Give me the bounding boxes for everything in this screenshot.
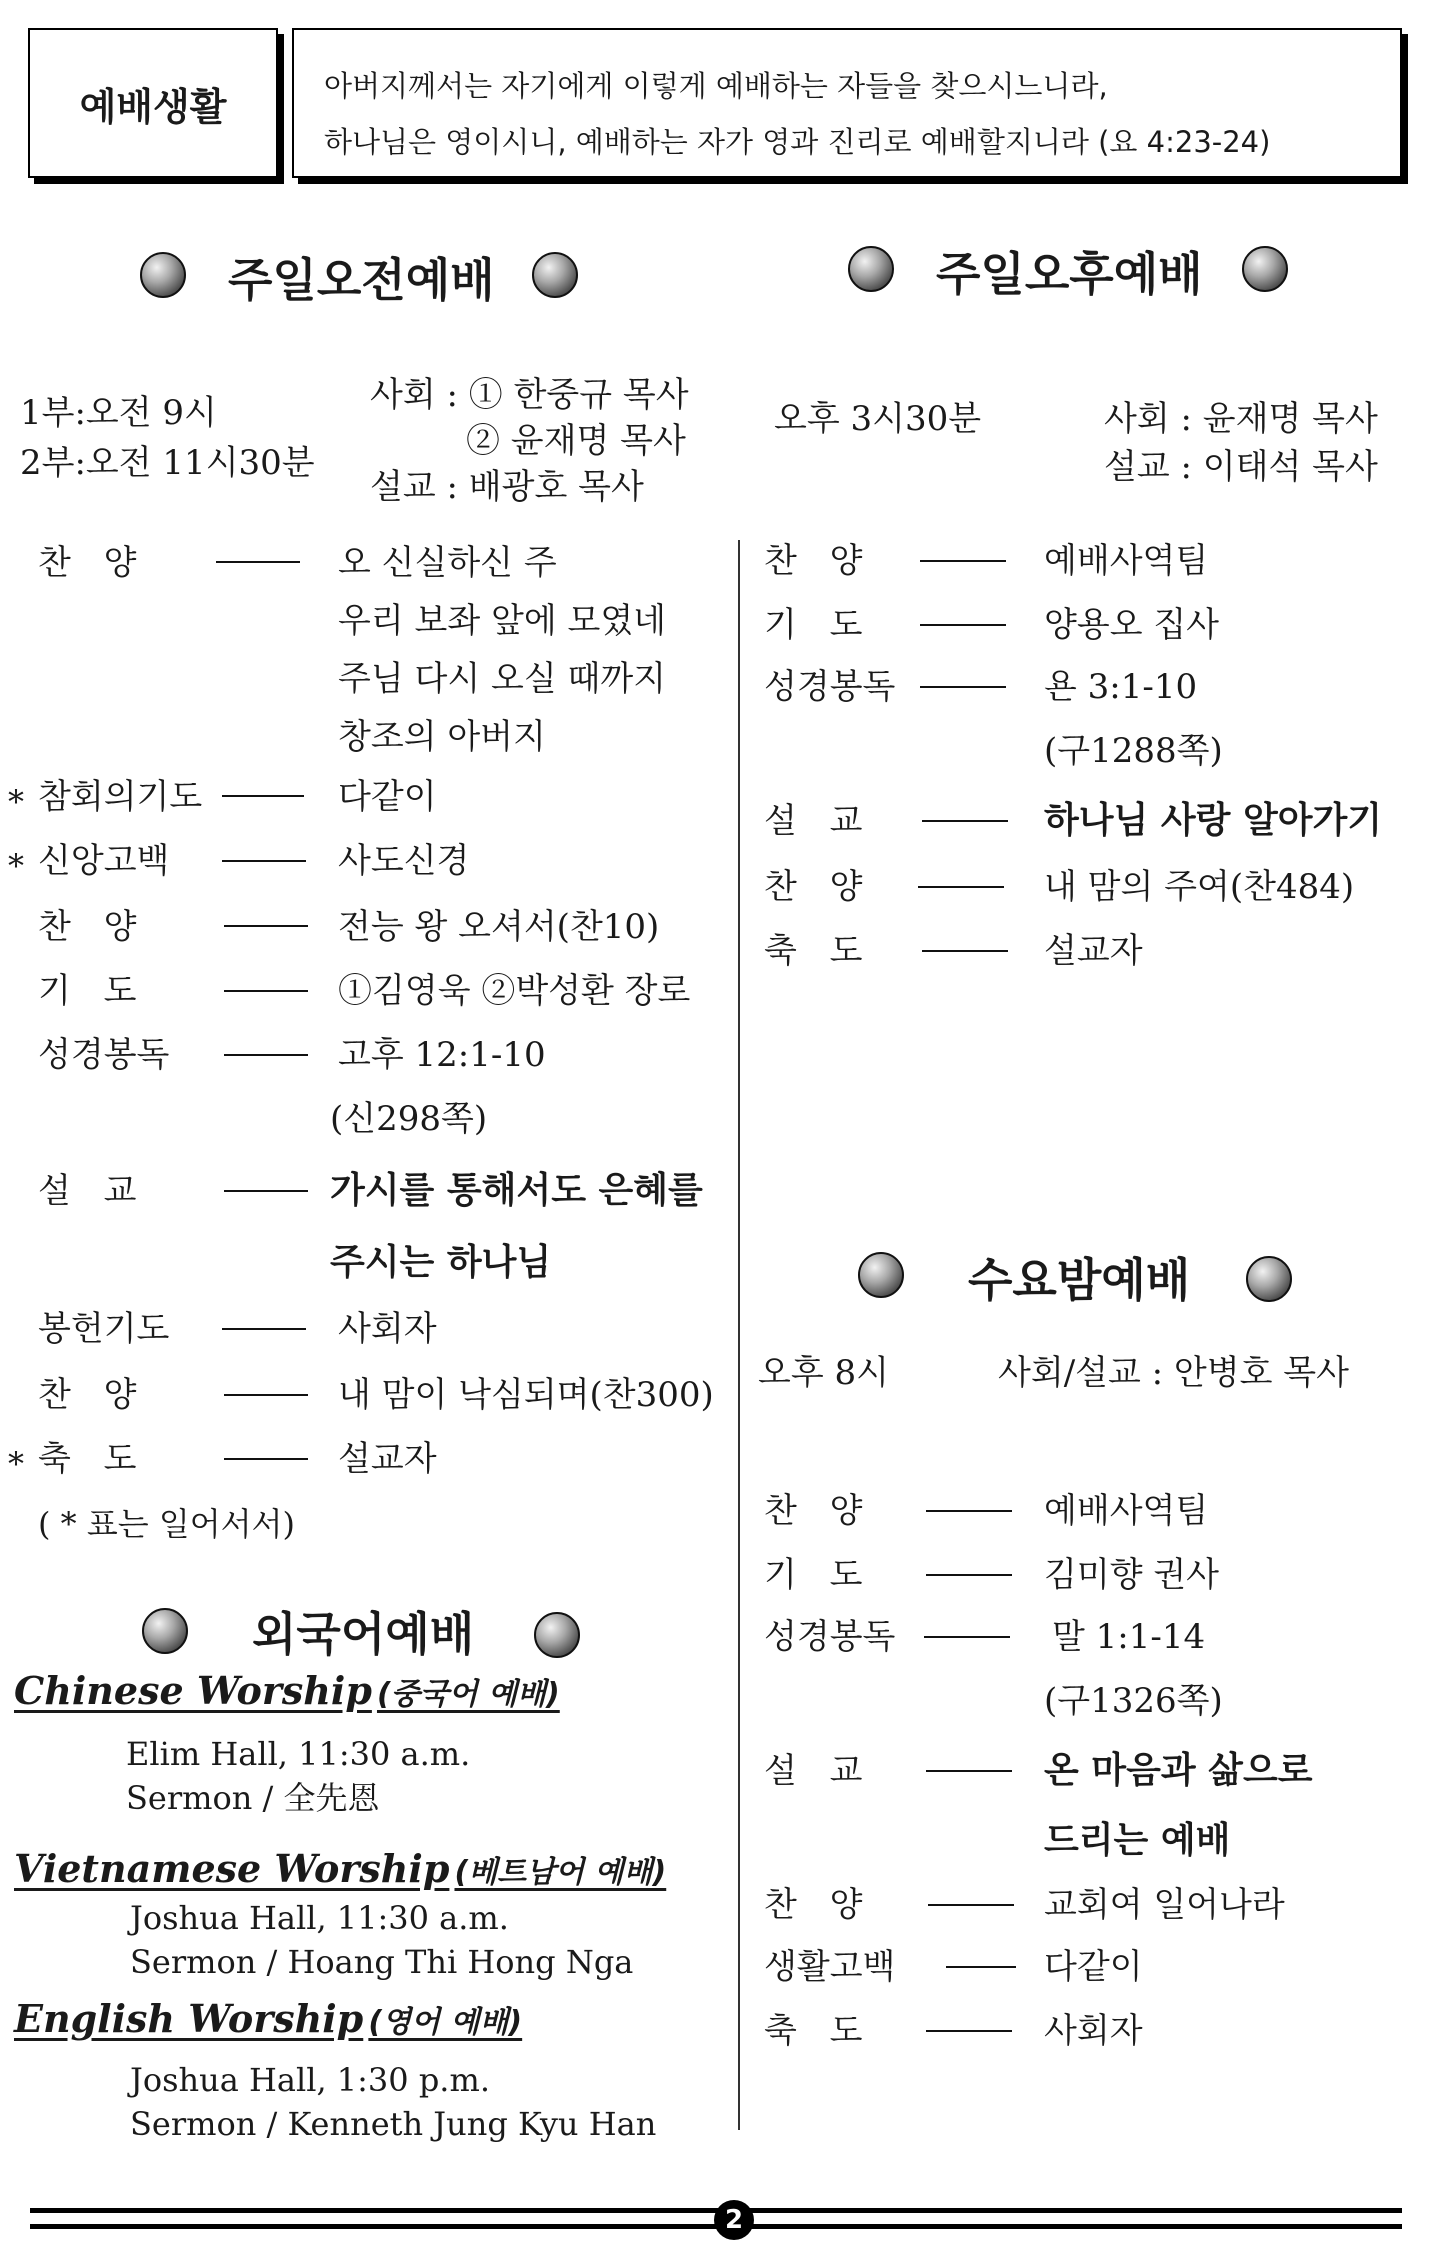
m-hymn1-label: 찬 양	[38, 543, 137, 583]
dash	[926, 1770, 1012, 1772]
chinese-worship-heading	[14, 1668, 560, 1713]
dash	[926, 1510, 1012, 1512]
dash	[928, 1904, 1014, 1906]
m-prayer-label: 기 도	[38, 971, 137, 1011]
w-reading-label: 성경봉독	[764, 1617, 896, 1657]
bullet-ball-icon	[1242, 246, 1288, 292]
bullet-ball-icon	[1246, 1256, 1292, 1302]
w-hymn1-label: 찬 양	[764, 1491, 863, 1531]
dash	[922, 950, 1008, 952]
m-offering-value: 사회자	[338, 1309, 437, 1349]
page-number-badge: 2	[714, 2200, 754, 2240]
vietnamese-place: Joshua Hall, 11:30 a.m.	[130, 1899, 509, 1937]
bullet-ball-icon	[140, 252, 186, 298]
verse-line-2: 하나님은 영이시니, 예배하는 자가 영과 진리로 예배할지니라 (요 4:23-24)	[324, 125, 1271, 159]
chinese-worship-title: Chinese Worship	[14, 1668, 372, 1713]
chinese-sermon: Sermon / 全先恩	[126, 1779, 380, 1817]
dash	[222, 795, 304, 797]
header-verse-box	[292, 28, 1402, 178]
m-hymn3-label: 찬 양	[38, 1375, 137, 1415]
english-place: Joshua Hall, 1:30 p.m.	[130, 2061, 490, 2099]
english-worship-heading	[14, 1996, 522, 2041]
dash	[926, 2030, 1012, 2032]
dash	[920, 686, 1006, 688]
afternoon-time: 오후 3시30분	[774, 399, 982, 439]
dash	[216, 561, 300, 563]
m-creed-label: 신앙고백	[38, 841, 170, 881]
a-hymn2-value: 내 맘의 주여(찬484)	[1044, 867, 1355, 907]
w-bless-value: 사회자	[1044, 2011, 1143, 2051]
m-hymn1-line4: 창조의 아버지	[338, 717, 546, 757]
bullet-ball-icon	[534, 1612, 580, 1658]
dash	[224, 990, 308, 992]
a-hymn1-value: 예배사역팀	[1044, 541, 1209, 581]
dash	[224, 1394, 308, 1396]
chinese-place: Elim Hall, 11:30 a.m.	[126, 1735, 471, 1773]
m-hymn3-value: 내 맘이 낙심되며(찬300)	[338, 1375, 714, 1415]
w-hymn2-value: 교회여 일어나라	[1044, 1885, 1285, 1925]
morning-time-2: 2부:오전 11시30분	[20, 443, 315, 483]
morning-title: 주일오전예배	[228, 253, 495, 307]
morning-leader-1: 사회 : ① 한중규 목사	[370, 375, 689, 415]
w-reading-page: (구1326쪽)	[1044, 1681, 1223, 1721]
m-sermon-line2: 주시는 하나님	[330, 1241, 552, 1283]
dash	[224, 925, 308, 927]
english-worship-sub: (영어 예배)	[368, 2005, 523, 2040]
w-bless-label: 축 도	[764, 2011, 863, 2051]
wednesday-time: 오후 8시	[758, 1353, 889, 1393]
dash	[922, 820, 1008, 822]
w-confession-label: 생활고백	[764, 1947, 896, 1987]
foreign-title: 외국어예배	[252, 1607, 475, 1661]
m-hymn1-line3: 주님 다시 오실 때까지	[338, 659, 667, 699]
morning-leader-2: ② 윤재명 목사	[466, 421, 686, 461]
a-bless-label: 축 도	[764, 931, 863, 971]
dash	[946, 1966, 1016, 1968]
w-prayer-value: 김미향 권사	[1044, 1555, 1220, 1595]
vietnamese-worship-sub: (베트남어 예배)	[454, 1855, 667, 1890]
dash	[222, 860, 306, 862]
m-sermon-label: 설 교	[38, 1171, 137, 1211]
dash	[920, 624, 1006, 626]
column-divider	[738, 540, 740, 2130]
a-reading-page: (구1288쪽)	[1044, 731, 1223, 771]
morning-preacher: 설교 : 배광호 목사	[370, 467, 644, 507]
bullet-ball-icon	[532, 252, 578, 298]
w-prayer-label: 기 도	[764, 1555, 863, 1595]
verse-line-1: 아버지께서는 자기에게 이렇게 예배하는 자들을 찾으시느니라,	[324, 69, 1108, 103]
m-reading-value: 고후 12:1-10	[338, 1035, 546, 1075]
vietnamese-worship-heading	[14, 1846, 666, 1891]
w-sermon-label: 설 교	[764, 1751, 863, 1791]
afternoon-title: 주일오후예배	[936, 247, 1203, 301]
wednesday-leader: 사회/설교 : 안병호 목사	[998, 1353, 1349, 1393]
english-worship-title: English Worship	[14, 1996, 364, 2041]
afternoon-leader: 사회 : 윤재명 목사	[1104, 399, 1378, 439]
m-confession-label: 참회의기도	[38, 777, 203, 817]
w-hymn2-label: 찬 양	[764, 1885, 863, 1925]
a-bless-value: 설교자	[1044, 931, 1143, 971]
a-hymn2-label: 찬 양	[764, 867, 863, 907]
a-sermon-value: 하나님 사랑 알아가기	[1044, 799, 1383, 841]
header-label-box	[28, 28, 278, 178]
w-sermon-line2: 드리는 예배	[1044, 1819, 1231, 1861]
w-confession-value: 다같이	[1044, 1947, 1143, 1987]
a-hymn1-label: 찬 양	[764, 541, 863, 581]
m-hymn2-value: 전능 왕 오셔서(찬10)	[338, 907, 660, 947]
m-sermon-line1: 가시를 통해서도 은혜를	[330, 1169, 703, 1211]
m-reading-page: (신298쪽)	[330, 1099, 488, 1139]
m-creed-star: *	[8, 847, 24, 885]
dash	[222, 1328, 306, 1330]
vietnamese-worship-title: Vietnamese Worship	[14, 1846, 450, 1891]
w-reading-value: 말 1:1-14	[1052, 1617, 1206, 1657]
wednesday-title: 수요밤예배	[968, 1253, 1191, 1307]
dash	[224, 1054, 308, 1056]
bullet-ball-icon	[848, 246, 894, 292]
dash	[224, 1190, 308, 1192]
dash	[918, 886, 1004, 888]
m-creed-value: 사도신경	[338, 841, 470, 881]
m-confession-star: *	[8, 783, 24, 821]
vietnamese-sermon: Sermon / Hoang Thi Hong Nga	[130, 1943, 634, 1981]
bullet-ball-icon	[858, 1252, 904, 1298]
dash	[920, 560, 1006, 562]
bullet-ball-icon	[142, 1608, 188, 1654]
a-prayer-label: 기 도	[764, 605, 863, 645]
m-hymn1-line2: 우리 보좌 앞에 모였네	[338, 601, 667, 641]
m-offering-label: 봉헌기도	[38, 1309, 170, 1349]
a-sermon-label: 설 교	[764, 801, 863, 841]
m-hymn2-label: 찬 양	[38, 907, 137, 947]
dash	[224, 1458, 308, 1460]
m-hymn1-line1: 오 신실하신 주	[338, 543, 557, 583]
m-standing-note: ( * 표는 일어서서)	[38, 1505, 295, 1543]
dash	[926, 1574, 1012, 1576]
w-sermon-line1: 온 마음과 삶으로	[1044, 1749, 1313, 1791]
m-reading-label: 성경봉독	[38, 1035, 170, 1075]
a-prayer-value: 양용오 집사	[1044, 605, 1220, 645]
header-label: 예배생활	[79, 84, 227, 129]
m-confession-value: 다같이	[338, 777, 437, 817]
w-hymn1-value: 예배사역팀	[1044, 1491, 1209, 1531]
afternoon-preacher: 설교 : 이태석 목사	[1104, 447, 1378, 487]
m-bless-value: 설교자	[338, 1439, 437, 1479]
m-prayer-value: ①김영욱 ②박성환 장로	[338, 971, 691, 1011]
english-sermon: Sermon / Kenneth Jung Kyu Han	[130, 2105, 657, 2143]
m-bless-label: 축 도	[38, 1439, 137, 1479]
dash	[924, 1636, 1010, 1638]
chinese-worship-sub: (중국어 예배)	[376, 1677, 560, 1712]
morning-time-1: 1부:오전 9시	[20, 393, 217, 433]
a-reading-label: 성경봉독	[764, 667, 896, 707]
a-reading-value: 욘 3:1-10	[1044, 667, 1198, 707]
m-bless-star: *	[8, 1445, 24, 1483]
